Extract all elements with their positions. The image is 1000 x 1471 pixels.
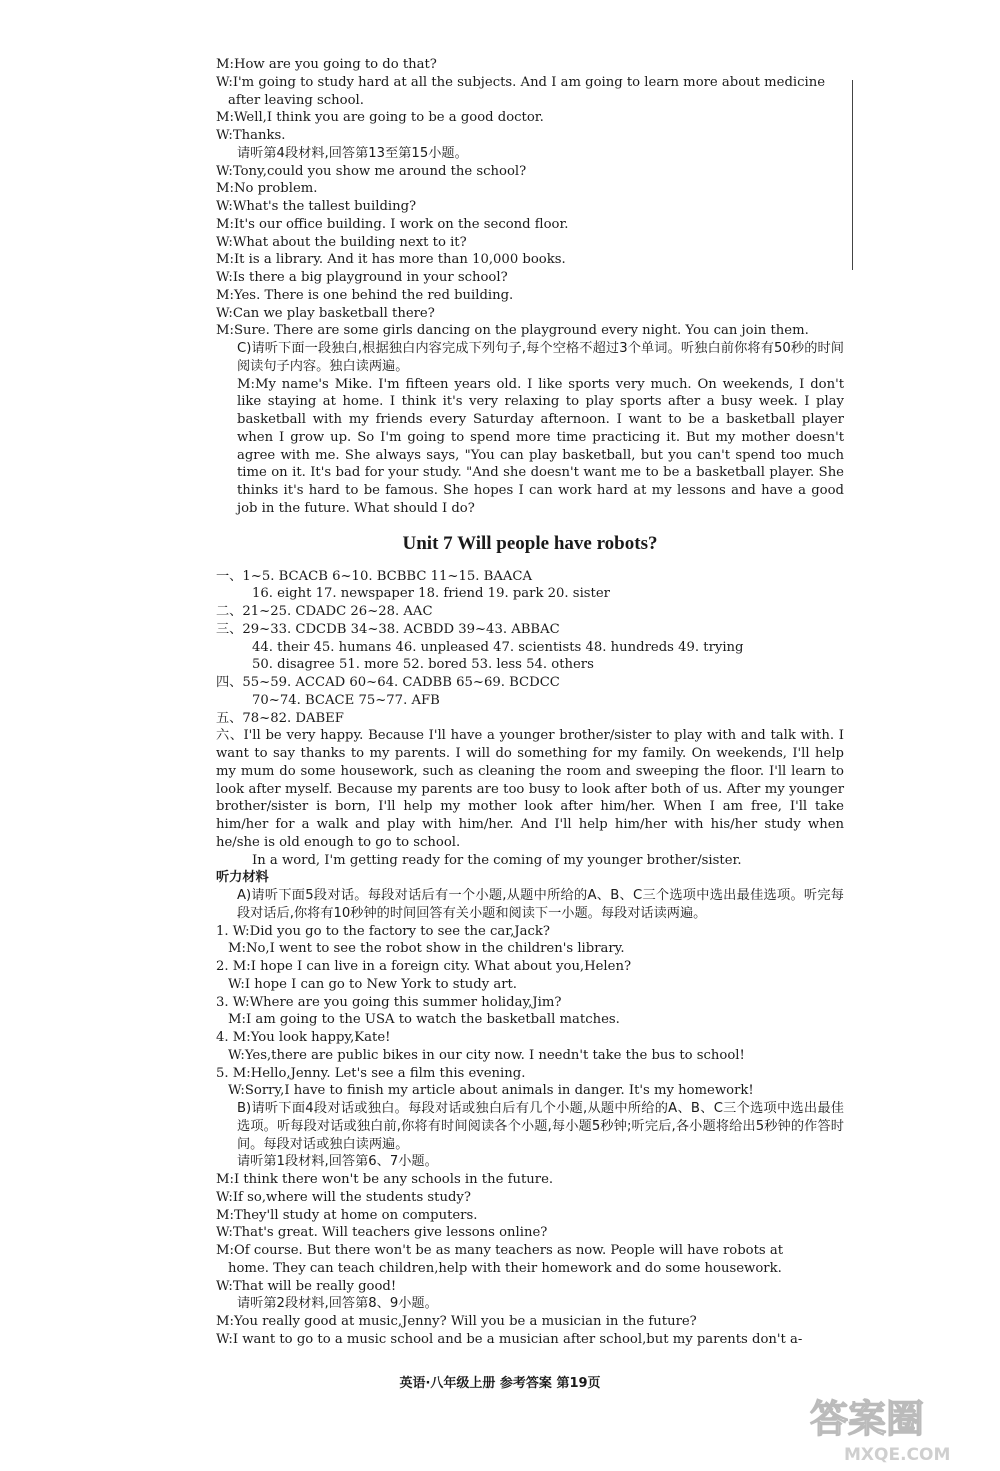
page-footer: 英语·八年级上册 参考答案 第19页 <box>399 1376 601 1391</box>
part-a-instruction: A)请听下面5段对话。每段对话后有一个小题,从题中所给的A、B、C三个选项中选出最佳选项。听完每段对话后,你将有10秒钟的时间回答有关小题和阅读下一小题。每段对话读两遍。 <box>237 888 844 921</box>
dialogue-line: M:It is a library. And it has more than 10,000 books. <box>216 252 566 268</box>
section-4-heading: 请听第4段材料,回答第13至第15小题。 <box>237 145 468 161</box>
dialogue-line: after leaving school. <box>228 92 364 108</box>
answer-line: 16. eight 17. newspaper 18. friend 19. park 20. sister <box>252 586 610 602</box>
dialogue-line: W:If so,where will the students study? <box>216 1189 471 1205</box>
section-1-heading: 请听第1段材料,回答第6、7小题。 <box>237 1154 438 1170</box>
dialogue-line: W:Is there a big playground in your school? <box>216 270 508 285</box>
margin-rule <box>852 80 853 270</box>
dialogue-line: M:I am going to the USA to watch the basketball matches. <box>228 1012 620 1028</box>
answer-line: 44. their 45. humans 46. unpleased 47. scientists 48. hundreds 49. trying <box>252 639 744 655</box>
dialogue-line: 3. W:Where are you going this summer holiday,Jim? <box>216 994 562 1010</box>
dialogue-line: W:That's great. Will teachers give lessons online? <box>216 1225 548 1241</box>
essay-text: I'll be very happy. Because I'll have a younger brother/sister to play with and talk with. I want to say thanks to my parents. I will do something for my family. On weekends, I'll help my mum do some housework, such as cleaning the room and sweeping the floor. I'll learn to look after myself. Because my parents are too busy to look after both of us. After my younger brother/sister is born, I'll help my mother look after him/her. When I am free, I'll take him/her for a walk and play with him/her. And I'll help him/her with his/her study when he/she is old enough to go to school. <box>216 728 844 850</box>
dialogue-line: W:I hope I can go to New York to study art. <box>228 976 518 992</box>
dialogue-line: W:That will be really good! <box>216 1278 397 1294</box>
section-1-dialogue <box>216 1171 844 1295</box>
dialogue-line: W:Yes,there are public bikes in our city now. I needn't take the bus to school! <box>228 1047 745 1063</box>
essay-conclusion: In a word, I'm getting ready for the coming of my younger brother/sister. <box>252 852 742 868</box>
dialogue-line: 2. M:I hope I can live in a foreign city. What about you,Helen? <box>216 959 632 974</box>
dialogue-line: W:Tony,could you show me around the school? <box>216 163 527 179</box>
part-c-instruction: C)请听下面一段独白,根据独白内容完成下列句子,每个空格不超过3个单词。听独白前你将有50秒的时间阅读句子内容。独白读两遍。 <box>237 341 844 374</box>
monologue-paragraph: M:My name's Mike. I'm fifteen years old. I like sports very much. On weekends, I don't like staying at home. I think it's very relaxing to play sports after a busy week. I play basketball with my friends every Saturday afternoon. I want to be a basketball player when I grow up. So I'm going to spend more time practicing it. But my mother doesn't agree with me. She always says, "You can play basketball, but you can't spend too much time on it. It's bad for your study. "And she doesn't want me to be a basketball player. She thinks it's hard to be famous. She hopes I can work hard at my lessons and have a good job in the future. What should I do? <box>237 376 844 516</box>
part-b-instruction: B)请听下面4段对话或独白。每段对话或独白后有几个小题,从题中所给的A、B、C三个选项中选出最佳选项。听每段对话或独白前,你将有时间阅读各个小题,每小题5秒钟;听完后,各小题将给出5秒钟的作答时间。每段对话或独白读两遍。 <box>237 1101 844 1152</box>
essay-label: 六、 <box>216 728 244 744</box>
dialogue-line: W:Sorry,I have to finish my article about animals in danger. It's my homework! <box>228 1083 754 1099</box>
dialogue-line: M:No problem. <box>216 181 318 197</box>
dialogue-line: W:I'm going to study hard at all the subjects. And I am going to learn more about medicine <box>216 74 826 90</box>
dialogue-line: 1. W:Did you go to the factory to see the car,Jack? <box>216 923 550 939</box>
dialogue-line: W:Thanks. <box>216 128 286 143</box>
dialogue-line: M:How are you going to do that? <box>216 57 437 72</box>
dialogue-line: 4. M:You look happy,Kate! <box>216 1030 391 1045</box>
answer-line: 三、29~33. CDCDB 34~38. ACBDD 39~43. ABBAC <box>216 621 560 637</box>
section-4-dialogue <box>216 163 844 341</box>
unit-title: Unit 7 Will people have robots? <box>402 532 658 554</box>
dialogue-line: M:You really good at music,Jenny? Will you be a musician in the future? <box>216 1314 697 1329</box>
dialogue-line: M:Yes. There is one behind the red building. <box>216 287 514 303</box>
answer-line: 70~74. BCACE 75~77. AFB <box>252 692 440 708</box>
dialogue-line: home. They can teach children,help with their homework and do some housework. <box>228 1260 782 1276</box>
answer-page <box>216 56 844 1349</box>
dialogue-top <box>216 56 844 145</box>
section-2-heading: 请听第2段材料,回答第8、9小题。 <box>237 1296 438 1312</box>
dialogue-line: M:They'll study at home on computers. <box>216 1207 478 1223</box>
dialogue-line: W:What's the tallest building? <box>216 199 417 214</box>
watermark-text: 答案圈 <box>810 1397 925 1441</box>
part-a-dialogues <box>216 923 844 1101</box>
dialogue-line: W:I want to go to a music school and be a musician after school,but my parents don't a- <box>216 1331 803 1347</box>
dialogue-line: M:Sure. There are some girls dancing on the playground every night. You can join them. <box>216 323 809 339</box>
essay-paragraph <box>216 727 844 851</box>
answer-line: 二、21~25. CDADC 26~28. AAC <box>216 604 433 619</box>
dialogue-line: M:Well,I think you are going to be a good doctor. <box>216 110 544 126</box>
dialogue-line: W:Can we play basketball there? <box>216 305 435 321</box>
dialogue-line: M:It's our office building. I work on the second floor. <box>216 216 569 232</box>
listening-heading: 听力材料 <box>216 870 269 886</box>
answer-line: 五、78~82. DABEF <box>216 710 344 726</box>
dialogue-line: M:I think there won't be any schools in the future. <box>216 1172 554 1187</box>
dialogue-line: M:No,I went to see the robot show in the children's library. <box>228 941 625 957</box>
watermark-logo <box>800 1390 980 1465</box>
dialogue-line: W:What about the building next to it? <box>216 234 467 250</box>
dialogue-line: 5. M:Hello,Jenny. Let's see a film this evening. <box>216 1065 526 1081</box>
answer-line: 50. disagree 51. more 52. bored 53. less 54. others <box>252 657 594 673</box>
dialogue-line: M:Of course. But there won't be as many teachers as now. People will have robots at <box>216 1243 784 1258</box>
watermark-url: MXQE.COM <box>844 1445 951 1465</box>
answer-line: 一、1~5. BCACB 6~10. BCBBC 11~15. BAACA <box>216 568 532 584</box>
answer-key <box>216 568 844 728</box>
section-2-dialogue <box>216 1313 844 1349</box>
answer-line: 四、55~59. ACCAD 60~64. CADBB 65~69. BCDCC <box>216 675 560 690</box>
